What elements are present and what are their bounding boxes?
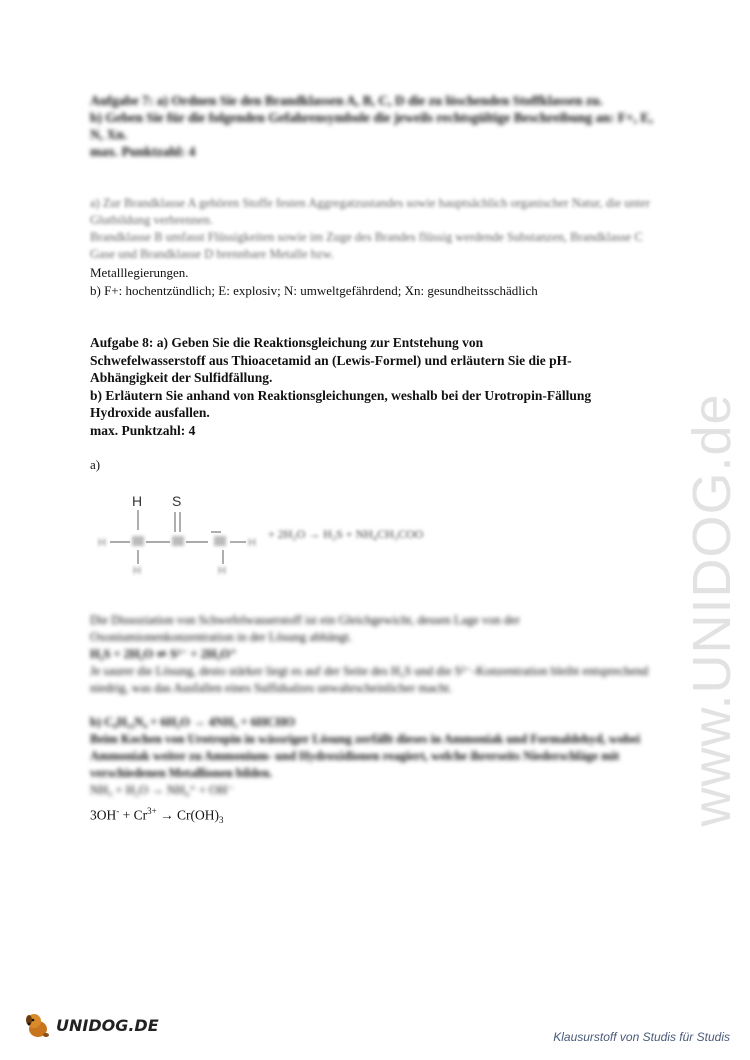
atom-c1 bbox=[132, 536, 144, 546]
part-b-equation-1: b) C₆H₁₂N₄ + 6H₂O → 4NH₃ + 6HCHO bbox=[90, 715, 296, 729]
eq-minus: - bbox=[116, 806, 120, 816]
aufgabe8-heading-line6: max. Punktzahl: 4 bbox=[90, 422, 196, 438]
eq-sub: 3 bbox=[218, 815, 224, 826]
part-a-text-2: Je saurer die Lösung, desto stärker liegt es auf der Seite des H₂S und die S²⁻-Konzentration bleibt entsprechend niedrig, was das Ausfallen eines Sulfidsalzes unwahrscheinlicher macht. bbox=[90, 664, 649, 695]
dog-mascot-icon bbox=[24, 1010, 54, 1040]
part-a-explanation bbox=[90, 612, 660, 697]
part-a-label: a) bbox=[90, 457, 101, 472]
atom-s: S bbox=[172, 493, 182, 509]
part-a-equation: H₂S + 2H₂O ⇌ S²⁻ + 2H₃O⁺ bbox=[90, 647, 237, 661]
aufgabe8-heading-line1: Aufgabe 8: a) Geben Sie die Reaktionsgleichung zur Entstehung von bbox=[90, 335, 484, 350]
atom-n bbox=[214, 536, 226, 546]
thioacetamide-structure bbox=[88, 474, 488, 594]
atom-c2 bbox=[172, 536, 184, 546]
eq-lhs: 3OH bbox=[90, 807, 117, 823]
aufgabe7-answer-a-cont: Brandklasse B umfasst Flüssigkeiten sowie im Zuge des Brandes flüssig werdende Substanzen, Brandklasse C Gase und Brandklasse D brennbare Metalle bzw. bbox=[90, 230, 643, 261]
aufgabe8-heading-line5: Hydroxide ausfallen. bbox=[90, 405, 210, 420]
eq-charge: 3+ bbox=[147, 806, 157, 816]
atom-h-right-bottom: H bbox=[218, 565, 226, 577]
aufgabe7-heading-line1: Aufgabe 7: a) Ordnen Sie den Brandklassen A, B, C, D die zu löschenden Stoffklassen zu. bbox=[90, 93, 603, 108]
aufgabe7-heading-line3: max. Punktzahl: 4 bbox=[90, 144, 196, 159]
atom-h-right: H bbox=[248, 537, 256, 549]
aufgabe8-heading-line2: Schwefelwasserstoff aus Thioacetamid an (Lewis-Formel) und erläutern Sie die pH- bbox=[90, 352, 572, 368]
chromium-hydroxide-equation bbox=[90, 803, 660, 830]
aufgabe7-answer-blurred bbox=[90, 195, 660, 263]
part-b-equation-2: NH₃ + H₂O → NH₄⁺ + OH⁻ bbox=[90, 783, 234, 797]
eq-arrow-product: → Cr(OH) bbox=[156, 807, 219, 823]
atom-h-top: H bbox=[132, 493, 143, 509]
atom-h-left: H bbox=[98, 537, 106, 549]
aufgabe7-heading bbox=[90, 92, 660, 160]
part-a-text-1: Die Dissoziation von Schwefelwasserstoff ist ein Gleichgewicht, dessen Lage von der Oxoniumionenkonzentration in der Lösung abhängt. bbox=[90, 613, 520, 644]
thioacetamide-equation: + 2H₂O → H₂S + NH₄CH₃COO bbox=[268, 527, 424, 541]
footer-logo bbox=[24, 1010, 159, 1040]
aufgabe7-heading-line2: b) Geben Sie für die folgenden Gefahrensymbole die jeweils rechtsgültige Beschreibung an: F+, E, N, Xn. bbox=[90, 110, 653, 142]
aufgabe8-heading-line4: b) Erläutern Sie anhand von Reaktionsgleichungen, weshalb bei der Urotropin-Fällung bbox=[90, 387, 592, 403]
unidog-logo-text: UNIDOG.DE bbox=[56, 1015, 159, 1035]
aufgabe7-answer-visible bbox=[90, 264, 660, 299]
part-b-explanation bbox=[90, 714, 660, 799]
eq-plus-cr: + Cr bbox=[119, 807, 148, 823]
aufgabe7-answer-metalle: Metalllegierungen. bbox=[90, 265, 189, 280]
aufgabe8-heading bbox=[90, 334, 670, 439]
aufgabe7-answer-a: a) Zur Brandklasse A gehören Stoffe festen Aggregatzustandes sowie hauptsächlich organischer Natur, die unter Glutbildung verbrennen. bbox=[90, 196, 650, 227]
aufgabe7-answer-b: b) F+: hochentzündlich; E: explosiv; N: umweltgefährdend; Xn: gesundheitsschädlich bbox=[90, 282, 538, 298]
unidog-watermark: www.UNIDOG.de bbox=[682, 393, 742, 827]
atom-h-bottom: H bbox=[133, 565, 141, 577]
footer-tagline: Klausurstoff von Studis für Studis bbox=[553, 1030, 730, 1044]
part-b-text: Beim Kochen von Urotropin in wässriger Lösung zerfällt dieses in Ammoniak und Formaldehyd, wobei Ammoniak weiter zu Ammonium- und Hydroxidionen reagiert, welche ihrerseits Niederschläge mit verschiedenen Metallionen bilden. bbox=[90, 732, 641, 780]
aufgabe8-heading-line3: Abhängigkeit der Sulfidfällung. bbox=[90, 370, 273, 385]
